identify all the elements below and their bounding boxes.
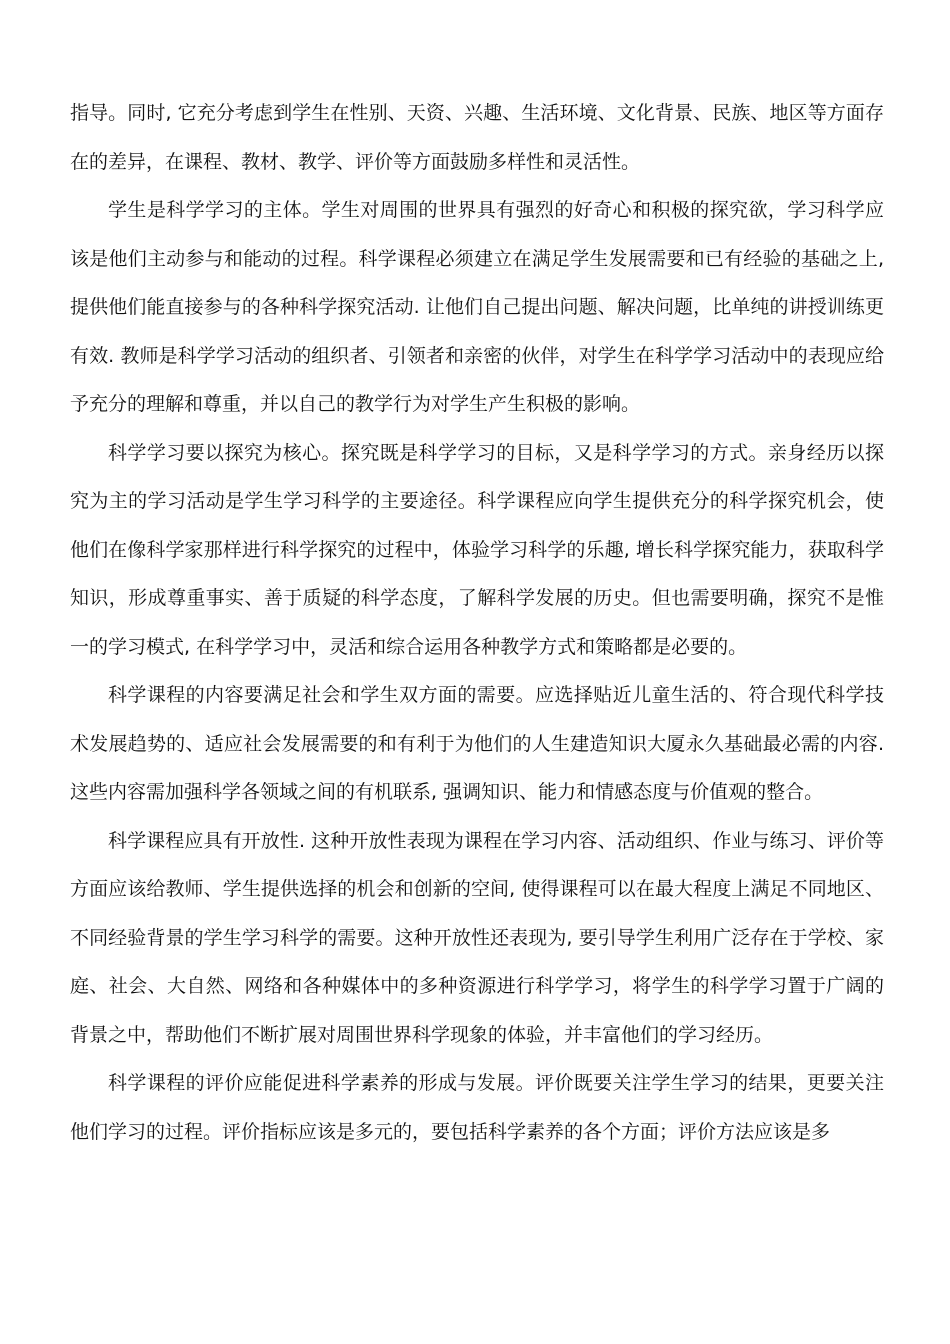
paragraph-student-subject: 学生是科学学习的主体。学生对周围的世界具有强烈的好奇心和积极的探究欲，学习科学应该是他们主动参与和能动的过程。科学课程必须建立在满足学生发展需要和已有经验的基础之上, 提供他们能直接参与的各种科学探究活动. 让他们自己提出问题、解决问题，比单纯的讲授训练更有效. 教师是科学学习活动的组织者、引领者和亲密的伙伴，对学生在科学学习活动中的表现应给予充分的理解和尊重，并以自己的教学行为对学生产生积极的影响。 [70, 199, 884, 415]
paragraph-inquiry-core: 科学学习要以探究为核心。探究既是科学学习的目标，又是科学学习的方式。亲身经历以探究为主的学习活动是学生学习科学的主要途径。科学课程应向学生提供充分的科学探究机会，使他们在像科学家那样进行科学探究的过程中，体验学习科学的乐趣, 增长科学探究能力，获取科学知识，形成尊重事实、善于质疑的科学态度，了解科学发展的历史。但也需要明确，探究不是惟一的学习模式, 在科学学习中，灵活和综合运用各种教学方式和策略都是必要的。 [70, 441, 884, 658]
paragraph-course-openness: 科学课程应具有开放性. 这种开放性表现为课程在学习内容、活动组织、作业与练习、评价等方面应该给教师、学生提供选择的机会和创新的空间, 使得课程可以在最大程度上满足不同地区、不同经验背景的学生学习科学的需要。这种开放性还表现为, 要引导学生利用广泛存在于学校、家庭、社会、大自然、网络和各种媒体中的多种资源进行科学学习，将学生的科学学习置于广阔的背景之中，帮助他们不断扩展对周围世界科学现象的体验，并丰富他们的学习经历。 [70, 829, 884, 1046]
paragraph-course-evaluation: 科学课程的评价应能促进科学素养的形成与发展。评价既要关注学生学习的结果，更要关注他们学习的过程。评价指标应该是多元的，要包括科学素养的各个方面；评价方法应该是多 [70, 1072, 884, 1143]
document-body [70, 89, 884, 1156]
paragraph-course-content: 科学课程的内容要满足社会和学生双方面的需要。应选择贴近儿童生活的、符合现代科学技术发展趋势的、适应社会发展需要的和有利于为他们的人生建造知识大厦永久基础最必需的内容. 这些内容需加强科学各领域之间的有机联系, 强调知识、能力和情感态度与价值观的整合。 [70, 684, 884, 803]
paragraph-continuation: 指导。同时, 它充分考虑到学生在性别、天资、兴趣、生活环境、文化背景、民族、地区等方面存在的差异，在课程、教材、教学、评价等方面鼓励多样性和灵活性。 [70, 102, 884, 173]
